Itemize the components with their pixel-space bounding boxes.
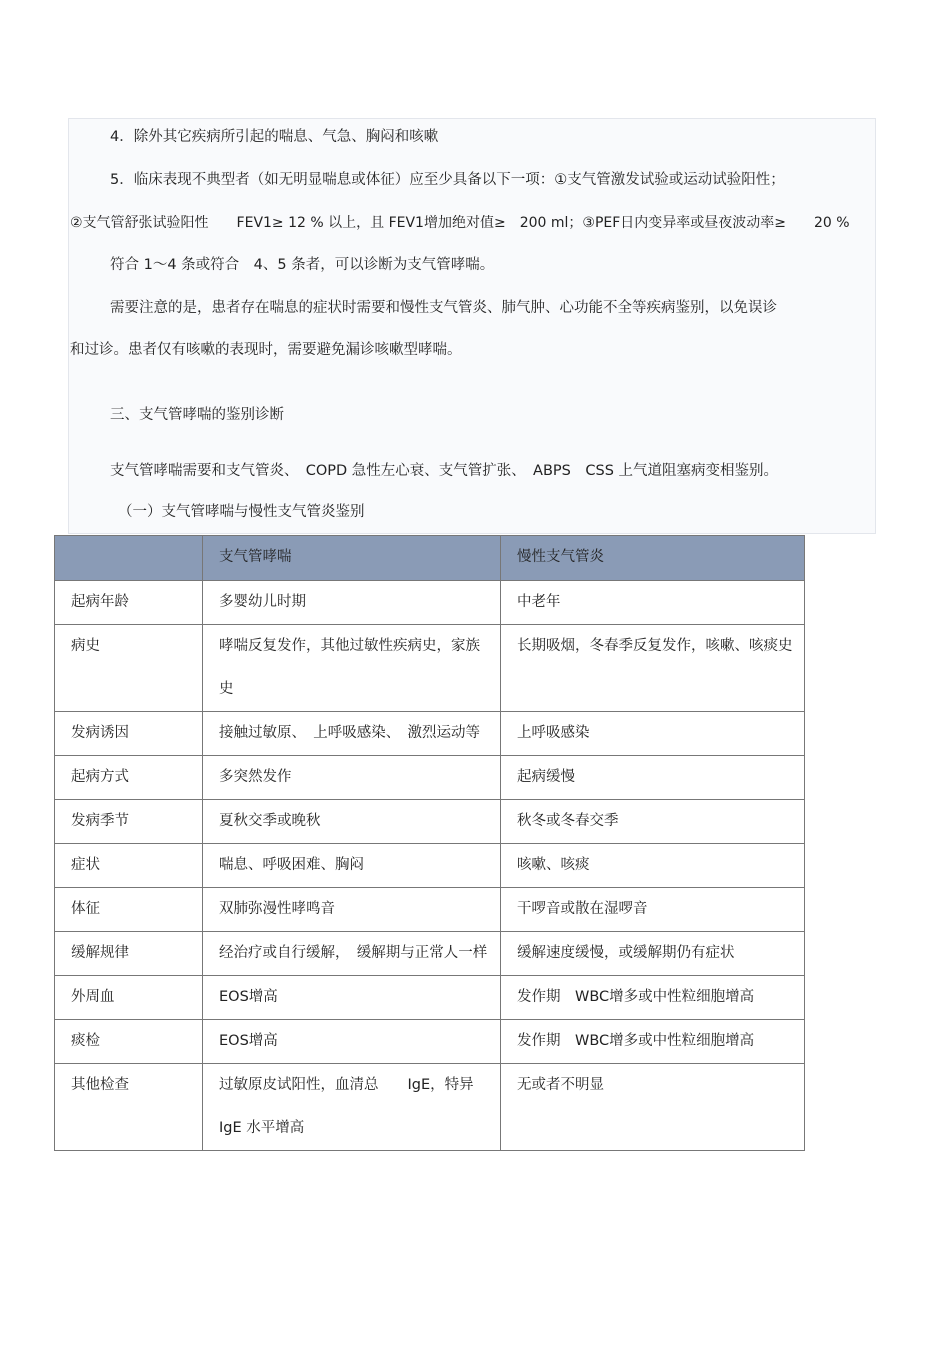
table-row bbox=[55, 756, 805, 800]
table-row bbox=[55, 844, 805, 888]
table-header-cell: 慢性支气管炎 bbox=[501, 536, 805, 581]
table-cell: 外周血 bbox=[55, 976, 203, 1020]
paragraph-criterion-4: 4．除外其它疾病所引起的喘息、气急、胸闷和咳嗽 bbox=[110, 129, 439, 145]
section-heading: 三、支气管哮喘的鉴别诊断 bbox=[110, 407, 284, 423]
table-row bbox=[55, 1020, 805, 1064]
table-cell: 起病方式 bbox=[55, 756, 203, 800]
table-cell: 病史 bbox=[55, 625, 203, 712]
table-cell: 经治疗或自行缓解， 缓解期与正常人一样 bbox=[203, 932, 501, 976]
table-cell: 喘息、呼吸困难、胸闷 bbox=[203, 844, 501, 888]
table-header-row bbox=[55, 536, 805, 581]
table-cell: 缓解规律 bbox=[55, 932, 203, 976]
paragraph-criterion-5-cont: ②支气管舒张试验阳性 FEV1≥ 12 % 以上，且 FEV1增加绝对值≥ 200 ml；③PEF日内变异率或昼夜波动率≥ 20 % bbox=[70, 215, 850, 231]
table-row bbox=[55, 1064, 805, 1151]
table-cell: 多婴幼儿时期 bbox=[203, 581, 501, 625]
table-cell: EOS增高 bbox=[203, 976, 501, 1020]
table-cell: 哮喘反复发作，其他过敏性疾病史，家族史 bbox=[203, 625, 501, 712]
table-row bbox=[55, 625, 805, 712]
paragraph-differential: 支气管哮喘需要和支气管炎、 COPD 急性左心衰、支气管扩张、 ABPS CSS 上气道阻塞病变相鉴别。 bbox=[110, 463, 779, 479]
table-header-cell bbox=[55, 536, 203, 581]
table-row bbox=[55, 800, 805, 844]
table-cell: 上呼吸感染 bbox=[501, 712, 805, 756]
paragraph-note: 需要注意的是，患者存在喘息的症状时需要和慢性支气管炎、肺气肿、心功能不全等疾病鉴别，以免误诊 bbox=[110, 300, 777, 316]
table-header-cell: 支气管哮喘 bbox=[203, 536, 501, 581]
table-row bbox=[55, 932, 805, 976]
table-cell: 起病年龄 bbox=[55, 581, 203, 625]
comparison-table bbox=[54, 535, 805, 1151]
table-cell: EOS增高 bbox=[203, 1020, 501, 1064]
paragraph-criterion-5: 5．临床表现不典型者（如无明显喘息或体征）应至少具备以下一项：①支气管激发试验或运动试验阳性； bbox=[110, 172, 785, 188]
table-cell: 中老年 bbox=[501, 581, 805, 625]
table-row bbox=[55, 712, 805, 756]
table-cell: 发病诱因 bbox=[55, 712, 203, 756]
table-cell: 过敏原皮试阳性，血清总 IgE，特异IgE 水平增高 bbox=[203, 1064, 501, 1151]
table-row bbox=[55, 888, 805, 932]
table-row bbox=[55, 581, 805, 625]
table-cell: 多突然发作 bbox=[203, 756, 501, 800]
table-cell: 发病季节 bbox=[55, 800, 203, 844]
table-cell: 夏秋交季或晚秋 bbox=[203, 800, 501, 844]
table-cell: 痰检 bbox=[55, 1020, 203, 1064]
table-cell: 接触过敏原、 上呼吸感染、 激烈运动等 bbox=[203, 712, 501, 756]
subsection-heading: （一）支气管哮喘与慢性支气管炎鉴别 bbox=[118, 504, 365, 520]
table-cell: 起病缓慢 bbox=[501, 756, 805, 800]
table-cell: 无或者不明显 bbox=[501, 1064, 805, 1151]
table-cell: 咳嗽、咳痰 bbox=[501, 844, 805, 888]
table-cell: 发作期 WBC增多或中性粒细胞增高 bbox=[501, 1020, 805, 1064]
table-cell: 干啰音或散在湿啰音 bbox=[501, 888, 805, 932]
table-cell: 其他检查 bbox=[55, 1064, 203, 1151]
table-row bbox=[55, 976, 805, 1020]
table-cell: 长期吸烟，冬春季反复发作，咳嗽、咳痰史 bbox=[501, 625, 805, 712]
table-cell: 症状 bbox=[55, 844, 203, 888]
table-cell: 发作期 WBC增多或中性粒细胞增高 bbox=[501, 976, 805, 1020]
paragraph-note-cont: 和过诊。患者仅有咳嗽的表现时，需要避免漏诊咳嗽型哮喘。 bbox=[70, 342, 462, 358]
paragraph-conclusion: 符合 1～4 条或符合 4、5 条者，可以诊断为支气管哮喘。 bbox=[110, 257, 495, 273]
table-cell: 双肺弥漫性哮鸣音 bbox=[203, 888, 501, 932]
table-cell: 秋冬或冬春交季 bbox=[501, 800, 805, 844]
table-cell: 缓解速度缓慢，或缓解期仍有症状 bbox=[501, 932, 805, 976]
table-cell: 体征 bbox=[55, 888, 203, 932]
